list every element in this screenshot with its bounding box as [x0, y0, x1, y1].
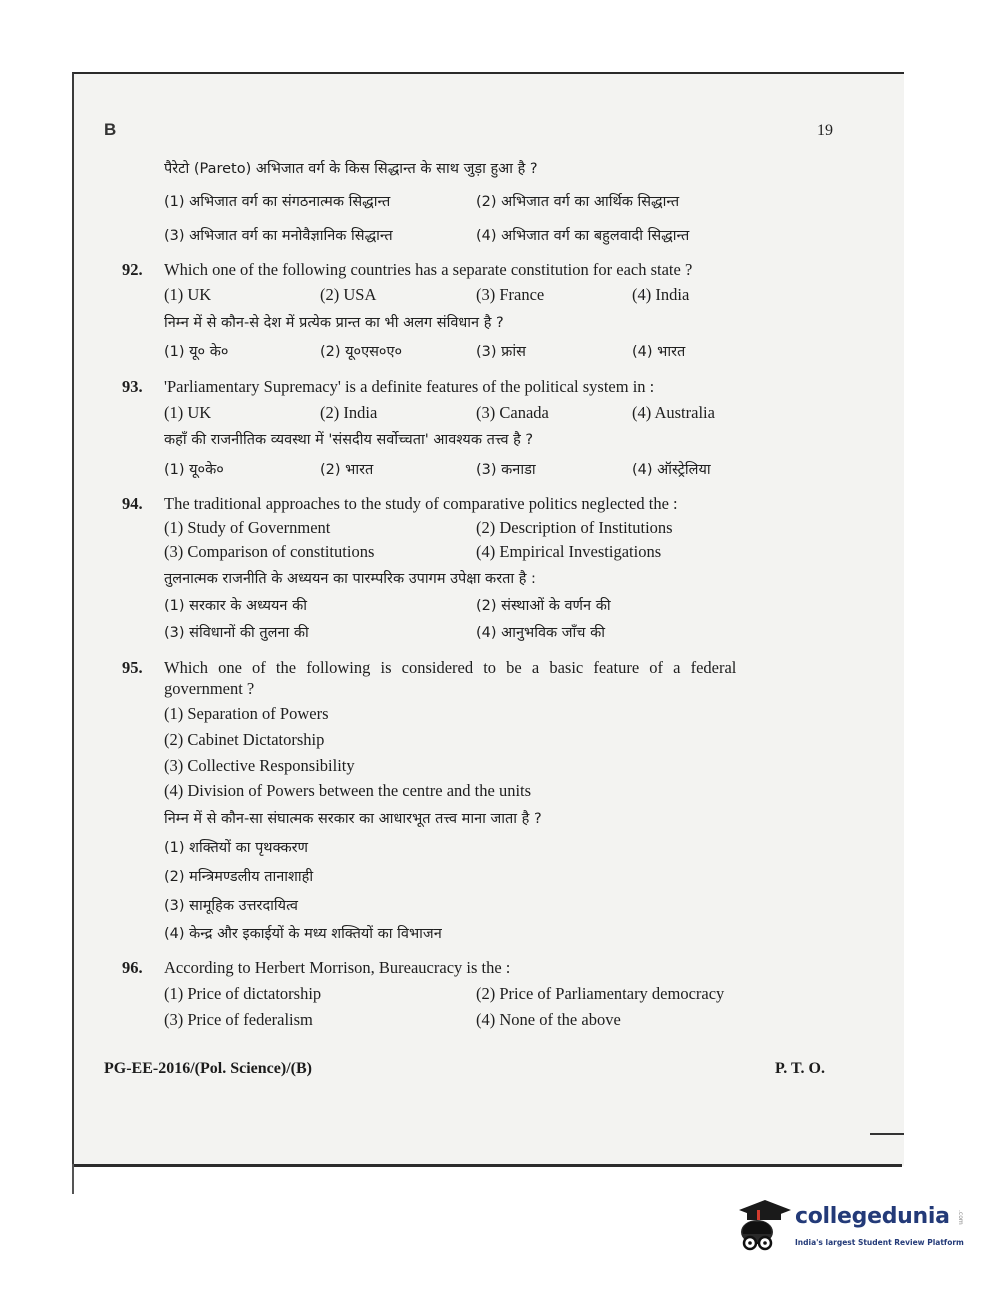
q92-option-1: (1) UK — [164, 285, 212, 304]
q93-hindi-question: कहाँ की राजनीतिक व्यवस्था में 'संसदीय सर्वोच्चता' आवश्यक तत्त्व है ? — [164, 432, 534, 448]
q94-option-3: (3) Comparison of constitutions — [164, 542, 375, 561]
q93-hindi-option-1: (1) यू०के० — [164, 462, 224, 478]
q95-option-3: (3) Collective Responsibility — [164, 756, 355, 775]
q92-hindi-question: निम्न में से कौन-से देश में प्रत्येक प्रान्त का भी अलग संविधान है ? — [164, 315, 504, 331]
logo-tagline: India's largest Student Review Platform — [795, 1238, 964, 1247]
q94-number: 94. — [122, 494, 143, 513]
q92-hindi-option-3: (3) फ्रांस — [476, 344, 526, 360]
q92-hindi-option-4: (4) भारत — [632, 344, 686, 360]
graduate-mascot-icon — [735, 1196, 793, 1262]
q92-option-4: (4) India — [632, 285, 690, 304]
q91-hindi-option-1: (1) अभिजात वर्ग का संगठनात्मक सिद्धान्त — [164, 194, 391, 210]
q94-question: The traditional approaches to the study of comparative politics neglected the : — [164, 494, 678, 513]
scan-edge-mark — [870, 1133, 904, 1135]
q95-option-1: (1) Separation of Powers — [164, 704, 329, 723]
q96-option-4: (4) None of the above — [476, 1010, 621, 1029]
q91-hindi-option-2: (2) अभिजात वर्ग का आर्थिक सिद्धान्त — [476, 194, 680, 210]
q95-hindi-question: निम्न में से कौन-सा संघात्मक सरकार का आधारभूत तत्त्व माना जाता है ? — [164, 811, 542, 827]
logo-domain-suffix: .com — [957, 1210, 964, 1225]
q95-option-2: (2) Cabinet Dictatorship — [164, 730, 325, 749]
q93-hindi-option-3: (3) कनाडा — [476, 462, 536, 478]
q92-number: 92. — [122, 260, 143, 279]
q95-question-line-2: government ? — [164, 679, 255, 698]
q93-hindi-option-2: (2) भारत — [320, 462, 374, 478]
q93-hindi-option-4: (4) ऑस्ट्रेलिया — [632, 462, 711, 478]
q95-option-4: (4) Division of Powers between the centre and the units — [164, 781, 532, 800]
q96-option-3: (3) Price of federalism — [164, 1010, 313, 1029]
q91-hindi-question: पैरेटो (Pareto) अभिजात वर्ग के किस सिद्धान्त के साथ जुड़ा हुआ है ? — [164, 161, 538, 177]
page-number: 19 — [817, 122, 833, 139]
q95-hindi-option-2: (2) मन्त्रिमण्डलीय तानाशाही — [164, 869, 314, 885]
q92-question: Which one of the following countries has a separate constitution for each state ? — [164, 260, 693, 279]
q95-question-line-1: Which one of the following is considered to be a basic feature of a federal — [164, 658, 737, 677]
q91-hindi-option-3: (3) अभिजात वर्ग का मनोवैज्ञानिक सिद्धान्त — [164, 228, 393, 244]
q92-hindi-option-1: (1) यू० के० — [164, 344, 229, 360]
q92-hindi-option-2: (2) यू०एस०ए० — [320, 344, 403, 360]
booklet-series-label: B — [104, 120, 117, 139]
q94-hindi-option-2: (2) संस्थाओं के वर्णन की — [476, 598, 611, 614]
collegedunia-logo[interactable] — [735, 1196, 965, 1266]
q93-number: 93. — [122, 377, 143, 396]
logo-wordmark: collegedunia — [795, 1204, 950, 1229]
q93-option-2: (2) India — [320, 403, 378, 422]
q94-hindi-option-3: (3) संविधानों की तुलना की — [164, 625, 309, 641]
q96-option-1: (1) Price of dictatorship — [164, 984, 322, 1003]
please-turn-over: P. T. O. — [775, 1060, 825, 1077]
q94-hindi-option-1: (1) सरकार के अध्ययन की — [164, 598, 307, 614]
q94-option-4: (4) Empirical Investigations — [476, 542, 662, 561]
q96-option-2: (2) Price of Parliamentary democracy — [476, 984, 725, 1003]
q93-option-3: (3) Canada — [476, 403, 549, 422]
q94-hindi-option-4: (4) आनुभविक जाँच की — [476, 625, 605, 641]
q94-option-1: (1) Study of Government — [164, 518, 331, 537]
q93-question: 'Parliamentary Supremacy' is a definite features of the political system in : — [164, 377, 655, 396]
q95-number: 95. — [122, 658, 143, 677]
scan-edge-bottom — [72, 1164, 902, 1167]
q93-option-1: (1) UK — [164, 403, 212, 422]
q95-hindi-option-1: (1) शक्तियों का पृथक्करण — [164, 840, 309, 856]
paper-code: PG-EE-2016/(Pol. Science)/(B) — [104, 1060, 312, 1077]
q95-hindi-option-3: (3) सामूहिक उत्तरदायित्व — [164, 898, 298, 914]
q94-option-2: (2) Description of Institutions — [476, 518, 673, 537]
q92-option-3: (3) France — [476, 285, 545, 304]
q93-option-4: (4) Australia — [632, 403, 715, 422]
scan-edge-left-tail — [72, 1164, 74, 1194]
q94-hindi-question: तुलनात्मक राजनीति के अध्ययन का पारम्परिक उपागम उपेक्षा करता है : — [164, 571, 536, 587]
q91-hindi-option-4: (4) अभिजात वर्ग का बहुलवादी सिद्धान्त — [476, 228, 690, 244]
q96-question: According to Herbert Morrison, Bureaucracy is the : — [164, 958, 511, 977]
q96-number: 96. — [122, 958, 143, 977]
q92-option-2: (2) USA — [320, 285, 377, 304]
q95-hindi-option-4: (4) केन्द्र और इकाईयों के मध्य शक्तियों का विभाजन — [164, 926, 442, 942]
